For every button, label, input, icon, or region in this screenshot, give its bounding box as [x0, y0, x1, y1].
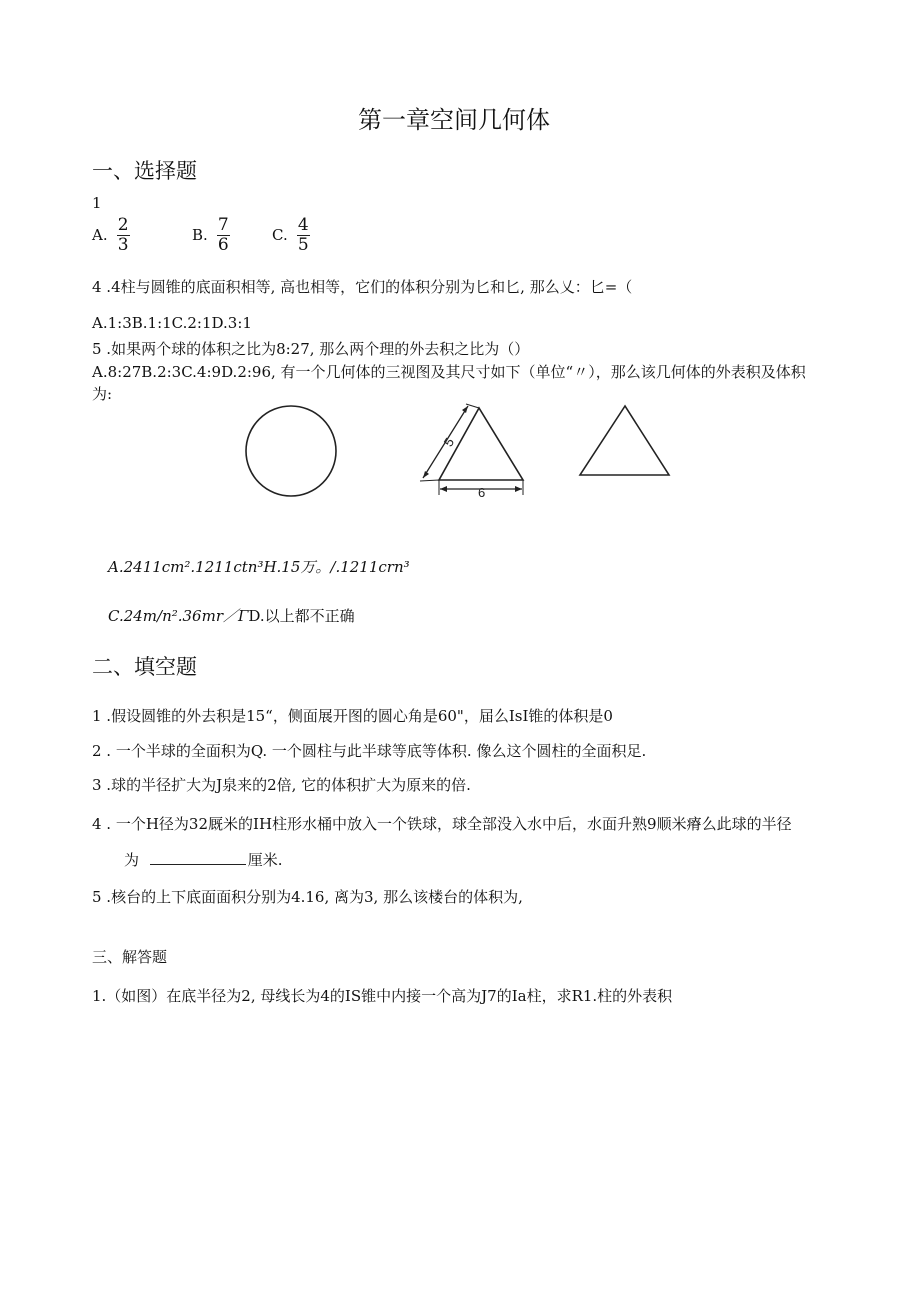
fraction-option-b [192, 216, 230, 255]
fill-item-4: 4 . 一个H径为32厩米的IH柱形水桶中放入一个铁球，球全部没入水中后，水面升熟9顺米瘠么此球的半径 [92, 815, 792, 833]
side-arrow-top [462, 406, 468, 413]
question-6-option-d: D.以上都不正确 [248, 607, 355, 625]
fill-item-4-cont [124, 849, 283, 870]
fraction-b-label: B. [192, 226, 208, 244]
fraction-c [297, 216, 310, 255]
fill-item-4-prefix: 为 [124, 851, 140, 869]
question-4-options: A.1:3B.1:1C.2:1D.3:1 [92, 314, 252, 332]
page-title: 第一章空间几何体 [358, 106, 550, 134]
fill-item-5: 5 .核台的上下底面面积分别为4.16, 离为3, 那么该楼台的体积为, [92, 888, 523, 906]
side-ext-line-bottom [420, 480, 439, 481]
question-5: 5 .如果两个球的体积之比为8:27, 那么两个理的外去积之比为（） [92, 340, 530, 358]
question-4: 4 .4柱与圆锥的底面积相等, 高也相等，它们的体积分别为匕和匕, 那么乂：匕=（ [92, 278, 633, 296]
three-views-figure [230, 395, 690, 510]
fraction-b-num: 7 [217, 215, 229, 235]
fill-item-2: 2 . 一个半球的全面积为Q. 一个圆柱与此半球等底等体积. 像么这个圆柱的全面积足. [92, 742, 647, 760]
fill-item-3: 3 .球的半径扩大为J泉来的2倍, 它的体积扩大为原来的倍. [92, 776, 471, 794]
question-6-options-a: A.2411cm².1211ctn³H.15万。/.1211crn³ [108, 558, 410, 576]
question-5-options-and-q6: A.8:27B.2:3C.4:9D.2:96, 有一个几何体的三视图及其尺寸如下（单位“〃），那么该几何体的外表积及体积 [92, 363, 806, 381]
side-arrow-bottom [423, 471, 429, 478]
fraction-a-label: A. [92, 226, 108, 244]
fraction-c-num: 4 [297, 215, 309, 235]
fraction-option-a [92, 216, 130, 255]
fraction-c-den: 5 [297, 235, 309, 255]
side-length-label: 5 [440, 435, 458, 450]
fraction-a-num: 2 [117, 215, 129, 235]
fraction-options [92, 216, 352, 262]
base-arrow-right [515, 486, 522, 492]
section2-heading: 二、填空题 [92, 655, 197, 679]
top-view-circle [246, 406, 336, 496]
section1-heading: 一、选择题 [92, 159, 197, 183]
item1-number: 1 [92, 194, 102, 212]
question-6-option-c: C.24m/n².36mr／Γ [108, 607, 249, 625]
section3-heading: 三、解答题 [92, 948, 168, 966]
fraction-option-c [272, 216, 310, 255]
base-length-label: 6 [478, 485, 486, 500]
fraction-b-den: 6 [217, 235, 229, 255]
base-arrow-left [440, 486, 447, 492]
side-view-triangle [580, 406, 669, 475]
question-6-options-c [108, 605, 355, 626]
solve-item-1: 1.（如图）在底半径为2, 母线长为4的IS锥中内接一个高为J7的Ia柱，求R1.柱的外表积 [92, 987, 673, 1005]
answer-blank [150, 864, 246, 865]
fraction-c-label: C. [272, 226, 288, 244]
fraction-a-den: 3 [117, 235, 129, 255]
question-6-cont: 为: [92, 385, 113, 403]
fill-item-1: 1 .假设圆锥的外去积是15“，侧面展开图的圆心角是60"，届么IsI锥的体积是0 [92, 707, 613, 725]
fraction-a [117, 216, 130, 255]
fill-item-4-suffix: 厘米. [247, 851, 283, 869]
fraction-b [217, 216, 230, 255]
